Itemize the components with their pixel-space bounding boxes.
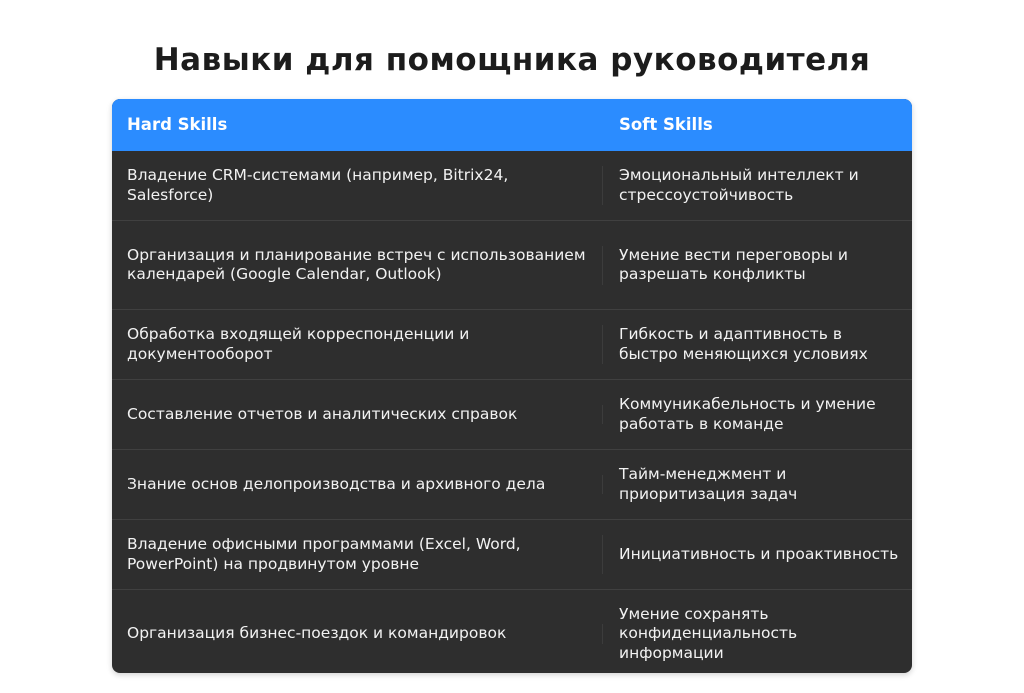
hard-skill-cell: Составление отчетов и аналитических справок: [112, 405, 603, 425]
soft-skill-cell: Умение сохранять конфиденциальность информации: [619, 604, 798, 662]
hard-skill-cell: Владение CRM-системами (например, Bitrix24, Salesforce): [112, 166, 603, 205]
soft-skill-cell: Тайм-менеджмент и приоритизация задач: [619, 465, 798, 503]
table-body: [112, 151, 912, 673]
table-row: [112, 589, 912, 673]
table-header: [112, 99, 912, 151]
header-hard-skills: Hard Skills: [127, 115, 228, 135]
table-row: [112, 449, 912, 519]
hard-skill-cell: Организация и планирование встреч с использованием календарей (Google Calendar, Outlook): [112, 246, 603, 285]
soft-skill-cell: Умение вести переговоры и разрешать конфликты: [619, 245, 848, 283]
table-row: [112, 309, 912, 379]
table-row: [112, 151, 912, 220]
hard-skill-cell: Знание основ делопроизводства и архивного дела: [112, 475, 603, 495]
table-row: [112, 220, 912, 309]
page-title: Навыки для помощника руководителя: [153, 42, 871, 78]
table-row: [112, 519, 912, 589]
soft-skill-cell: Гибкость и адаптивность в быстро меняющихся условиях: [619, 325, 868, 363]
hard-skill-cell: Владение офисными программами (Excel, Word, PowerPoint) на продвинутом уровне: [112, 535, 603, 574]
skills-table: [112, 99, 912, 673]
hard-skill-cell: Организация бизнес-поездок и командировок: [112, 624, 603, 644]
header-soft-skills: Soft Skills: [619, 115, 713, 135]
table-row: [112, 379, 912, 449]
soft-skill-cell: Коммуникабельность и умение работать в команде: [619, 395, 876, 433]
soft-skill-cell: Эмоциональный интеллект и стрессоустойчивость: [619, 166, 859, 204]
soft-skill-cell: Инициативность и проактивность: [619, 544, 899, 563]
hard-skill-cell: Обработка входящей корреспонденции и документооборот: [112, 325, 603, 364]
